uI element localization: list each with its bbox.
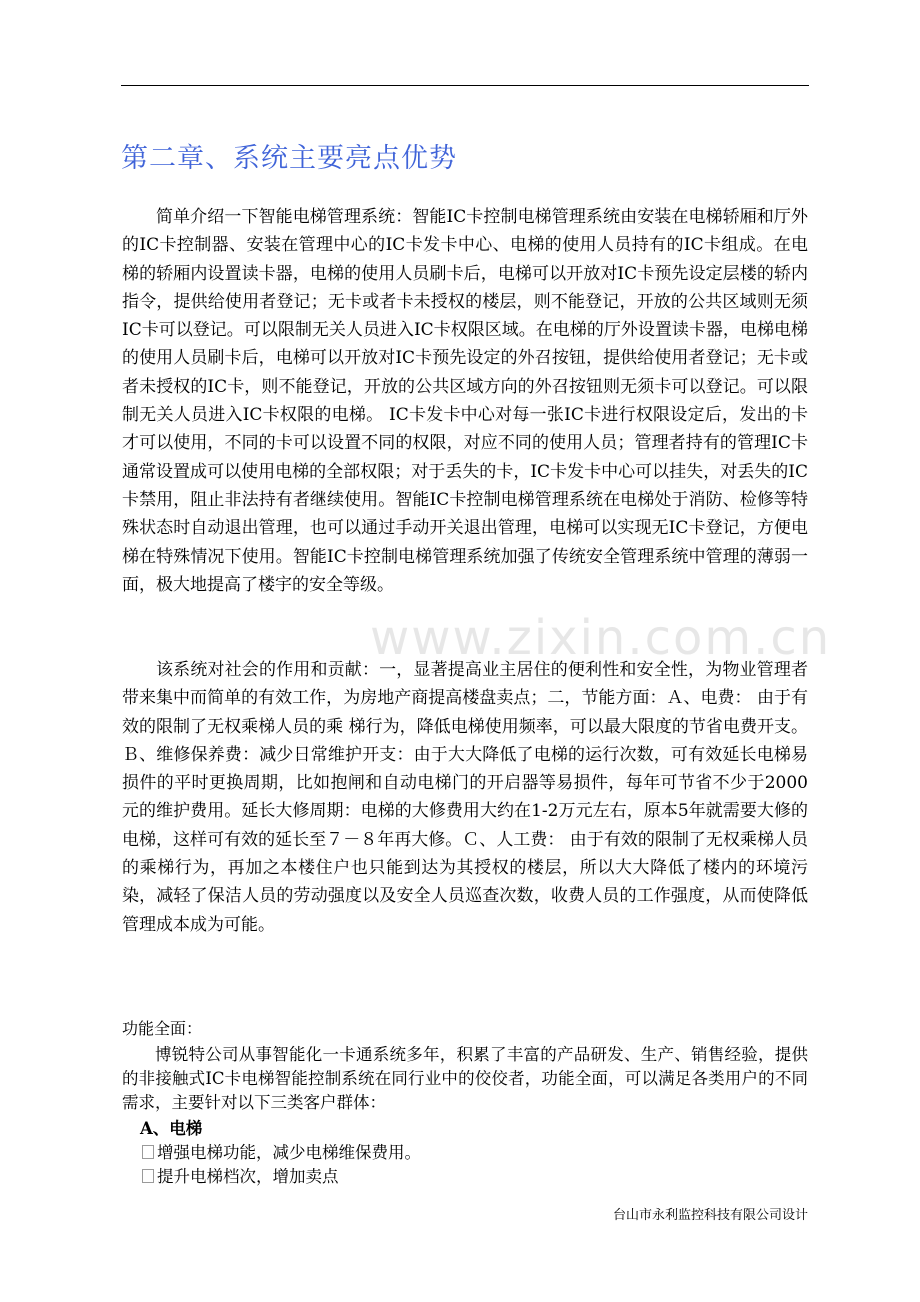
checkbox-glyph-icon bbox=[142, 1169, 154, 1183]
features-paragraph: 博锐特公司从事智能化一卡通系统多年，积累了丰富的产品研发、生产、销售经验，提供的非接触式IC卡电梯智能控制系统在同行业中的佼佼者，功能全面，可以满足各类用户的不同需求，主要针对以下三类客户群体： bbox=[122, 1045, 808, 1112]
list-item-text: 增强电梯功能，减少电梯维保费用。 bbox=[157, 1143, 421, 1162]
footer-credit: 台山市永利监控科技有限公司设计 bbox=[612, 1208, 808, 1223]
contribution-paragraph: 该系统对社会的作用和贡献：一，显著提高业主居住的便利性和安全性，为物业管理者带来集中而简单的有效工作，为房地产商提高楼盘卖点；二，节能方面：Ａ、电费： 由于有效的限制了无权乘梯人员的乘 梯行为，降低电梯使用频率，可以最大限度的节省电费开支。Ｂ、维修保养费：减少日常维护开支：由于大大降低了电梯的运行次数，可有效延长电梯易损件的平时更换周期，比如抱闸和自动电梯门的开启器等易损件，每年可节省不少于2000元的维护费用。延长大修周期：电梯的大修费用大约在1-2万元左右，原本5年就需要大修的电梯，这样可有效的延长至７－８年再大修。Ｃ、人工费： 由于有效的限制了无权乘梯人员的乘梯行为，再加之本楼住户也只能到达为其授权的楼层，所以大大降低了楼内的环境污染，减轻了保洁人员的劳动强度以及安全人员巡查次数，收费人员的工作强度，从而使降低管理成本成为可能。 bbox=[122, 660, 808, 935]
watermark: www.zixin.com.cn bbox=[370, 610, 832, 666]
list-item bbox=[142, 1165, 339, 1189]
section-label: 功能全面： bbox=[122, 1019, 203, 1038]
list-title: A、电梯 bbox=[140, 1119, 203, 1138]
checkbox-glyph-icon bbox=[142, 1145, 154, 1159]
intro-paragraph: 简单介绍一下智能电梯管理系统：智能IC卡控制电梯管理系统由安装在电梯轿厢和厅外的IC卡控制器、安装在管理中心的IC卡发卡中心、电梯的使用人员持有的IC卡组成。在电梯的轿厢内设置读卡器，电梯的使用人员刷卡后，电梯可以开放对IC卡预先设定层楼的轿内指令，提供给使用者登记；无卡或者卡未授权的楼层，则不能登记，开放的公共区域则无须IC卡可以登记。可以限制无关人员进入IC卡权限区域。在电梯的厅外设置读卡器，电梯电梯的使用人员刷卡后，电梯可以开放对IC卡预先设定的外召按钮，提供给使用者登记；无卡或者未授权的IC卡，则不能登记，开放的公共区域方向的外召按钮则无须卡可以登记。可以限制无关人员进入IC卡权限的电梯。 IC卡发卡中心对每一张IC卡进行权限设定后，发出的卡才可以使用，不同的卡可以设置不同的权限，对应不同的使用人员；管理者持有的管理IC卡通常设置成可以使用电梯的全部权限；对于丢失的卡，IC卡发卡中心可以挂失，对丢失的IC卡禁用，阻止非法持有者继续使用。智能IC卡控制电梯管理系统在电梯处于消防、检修等特殊状态时自动退出管理，也可以通过手动开关退出管理，电梯可以实现无IC卡登记，方便电梯在特殊情况下使用。智能IC卡控制电梯管理系统加强了传统安全管理系统中管理的薄弱一面，极大地提高了楼宇的安全等级。 bbox=[122, 207, 808, 595]
list-item bbox=[142, 1141, 421, 1165]
chapter-title: 第二章、系统主要亮点优势 bbox=[121, 143, 457, 174]
list-item-text: 提升电梯档次，增加卖点 bbox=[157, 1167, 339, 1186]
header-rule bbox=[121, 85, 809, 86]
